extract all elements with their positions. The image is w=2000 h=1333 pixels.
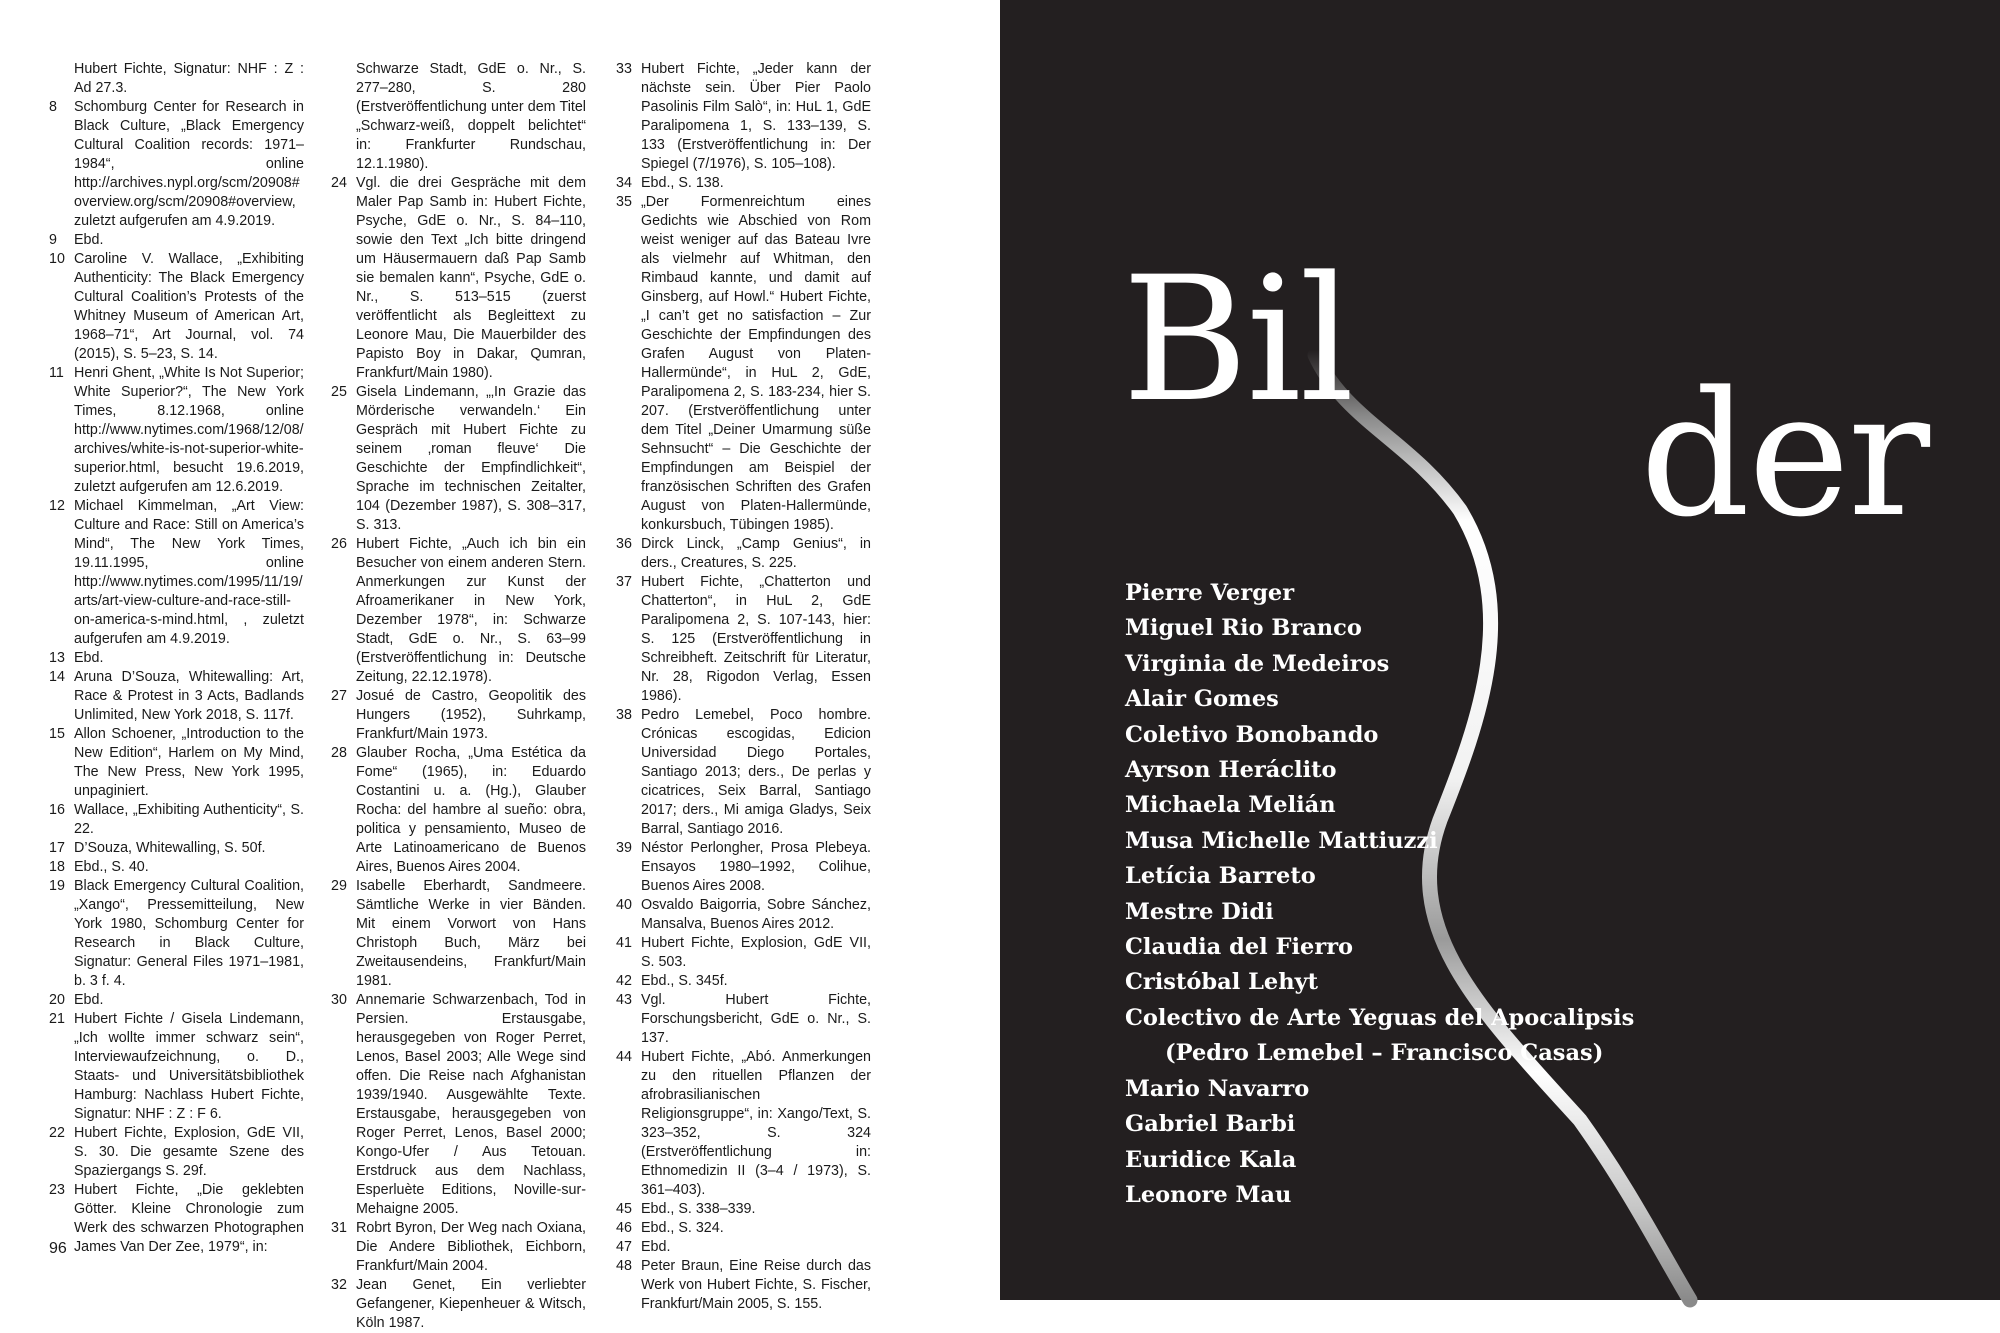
artist-name: Musa Michelle Mattiuzzi [1125, 827, 1438, 854]
footnote [46, 858, 304, 877]
footnote [613, 1048, 871, 1200]
footnote-number: 29 [331, 878, 347, 894]
title-part-der: der [1640, 354, 1929, 555]
footnote-text: Hubert Fichte, „Chatterton und Chatterton“, in HuL 2, GdE Paralipomena 2, S. 107-143, hier: S. 125 (Erstveröffentlichung in Schreibheft. Zeitschrift für Literatur, Nr. 28, Rigodon Verlag, Essen 1986). [641, 574, 871, 704]
footnote-number: 48 [616, 1258, 632, 1274]
footnote-text: Glauber Rocha, „Uma Estética da Fome“ (1965), in: Eduardo Costantini u. a. (Hg.), Glauber Rocha: del hambre al sueño: obra, politica y pensamiento, Museo de Arte Latinoamericano de Buenos Aires, Buenos Aires 2004. [356, 745, 586, 875]
footnote-number: 13 [49, 650, 65, 666]
footnote-text: Hubert Fichte, Explosion, GdE VII, S. 503. [641, 935, 871, 970]
page-number: 96 [49, 1240, 67, 1257]
artist-name: (Pedro Lemebel – Francisco Casas) [1165, 1040, 1604, 1067]
footnote [613, 573, 871, 706]
footnote [46, 725, 304, 801]
footnote [46, 649, 304, 668]
footnote [613, 896, 871, 934]
artist-name: Claudia del Fierro [1125, 934, 1354, 961]
footnote-text: Schomburg Center for Research in Black Culture, „Black Emergency Cultural Coalition records: 1971–1984“, online http://archives.nypl.org/scm/20908#overview.org/scm/20908#overview, zuletzt aufgerufen am 4.9.2019. [74, 99, 304, 229]
footnote [46, 1181, 304, 1257]
footnote-text: Henri Ghent, „White Is Not Superior; White Superior?“, The New York Times, 8.12.1968, online http://www.nytimes.com/1968/12/08/archives/white-is-not-superior-white-superior.html, besucht 19.6.2019, zuletzt aufgerufen am 12.6.2019. [74, 365, 304, 495]
footnote-number: 12 [49, 498, 65, 514]
footnote [613, 1219, 871, 1238]
footnote-number: 26 [331, 536, 347, 552]
footnote [613, 991, 871, 1048]
footnote [46, 877, 304, 991]
notes-column-2 [328, 60, 586, 1333]
artist-name: Leonore Mau [1125, 1181, 1292, 1208]
footnote [46, 231, 304, 250]
footnote-text: Ebd. [74, 232, 104, 248]
footnote [328, 174, 586, 383]
footnote [328, 744, 586, 877]
footnote [613, 535, 871, 573]
artist-name: Cristóbal Lehyt [1125, 969, 1319, 996]
footnote-text: Vgl. die drei Gespräche mit dem Maler Pap Samb in: Hubert Fichte, Psyche, GdE o. Nr., S. 84–110, sowie den Text „Ich bitte dringend um Häusermauern daß Pap Samb sie bemalen kann“, Psyche, GdE o. Nr., S. 513–515 (zuerst veröffentlicht als Begleittext zu Leonore Mau, Die Mauerbilder des Papisto Boy in Dakar, Qumran, Frankfurt/Main 1980). [356, 175, 586, 381]
footnote [46, 1124, 304, 1181]
footnote-number: 40 [616, 897, 632, 913]
footnote-number: 17 [49, 840, 65, 856]
footnote-number: 34 [616, 175, 632, 191]
artist-name: Ayrson Heráclito [1125, 757, 1337, 784]
footnote [328, 1276, 586, 1333]
footnote [613, 706, 871, 839]
footnote-number: 45 [616, 1201, 632, 1217]
artist-name: Virginia de Medeiros [1125, 650, 1390, 677]
footnote-number: 19 [49, 878, 65, 894]
artist-name: Euridice Kala [1125, 1146, 1297, 1173]
artist-name: Michaela Melián [1125, 792, 1336, 819]
footnote [613, 1238, 871, 1257]
footnote-text: Hubert Fichte, „Abó. Anmerkungen zu den rituellen Pflanzen der afrobrasilianischen Religionsgruppe“, in: Xango/Text, S. 323–352, S. 324 (Erstveröffentlichung in: Ethnomedizin II (3–4 / 1973), S. 361–403). [641, 1049, 871, 1198]
footnote [46, 991, 304, 1010]
footnote-text: Black Emergency Cultural Coalition, „Xango“, Pressemitteilung, New York 1980, Schomburg Center for Research in Black Culture, Signatur: General Files 1971–1981, b. 3 f. 4. [74, 878, 304, 989]
footnote-text: Hubert Fichte, „Auch ich bin ein Besucher von einem anderen Stern. Anmerkungen zur Kunst der Afroamerikaner in New York, Dezember 1978“, in: Schwarze Stadt, GdE o. Nr., S. 63–99 (Erstveröffentlichung in: Deutsche Zeitung, 22.12.1978). [356, 536, 586, 685]
footnote [613, 839, 871, 896]
footnote-number: 22 [49, 1125, 65, 1141]
footnote-number: 10 [49, 251, 65, 267]
artist-name: Mario Navarro [1125, 1075, 1310, 1102]
right-page [1000, 0, 2000, 1300]
footnote [328, 687, 586, 744]
footnote-text: Allon Schoener, „Introduction to the New Edition“, Harlem on My Mind, The New Press, New York 1995, unpaginiert. [74, 726, 304, 799]
footnote-number: 44 [616, 1049, 632, 1065]
artist-name: Coletivo Bonobando [1125, 721, 1379, 748]
footnote [46, 497, 304, 649]
footnote-number: 18 [49, 859, 65, 875]
footnote-number: 28 [331, 745, 347, 761]
footnote [613, 174, 871, 193]
footnote-number: 23 [49, 1182, 65, 1198]
footnote-number: 39 [616, 840, 632, 856]
footnote-number: 43 [616, 992, 632, 1008]
footnote-number: 11 [49, 365, 64, 381]
footnote-text: Annemarie Schwarzenbach, Tod in Persien. Erstausgabe, herausgegeben von Roger Perret, Lenos, Basel 2003; Alle Wege sind offen. Die Reise nach Afghanistan 1939/1940. Ausgewählte Texte. Erstausgabe, herausgegeben von Roger Perret, Lenos, Basel 2000; Kongo-Ufer / Aus Tetouan. Erstdruck aus dem Nachlass, Esperluète Editions, Noville-sur-Mehaigne 2005. [356, 992, 586, 1217]
footnote [46, 98, 304, 231]
artist-name: Colectivo de Arte Yeguas del Apocalipsis [1125, 1004, 1635, 1031]
footnote-text: Ebd., S. 324. [641, 1220, 724, 1236]
footnote [46, 250, 304, 364]
footnote-number: 46 [616, 1220, 632, 1236]
footnote-text: Dirck Linck, „Camp Genius“, in ders., Creatures, S. 225. [641, 536, 871, 571]
artist-name: Pierre Verger [1125, 580, 1295, 606]
footnote-number: 16 [49, 802, 65, 818]
footnote-text: Pedro Lemebel, Poco hombre. Crónicas escogidas, Edicion Universidad Diego Portales, Santiago 2013; ders., De perlas y cicatrices, Seix Barral, Santiago 2017; ders., Mi amiga Gladys, Seix Barral, Santiago 2016. [641, 707, 871, 837]
footnote [46, 801, 304, 839]
footnote [613, 1257, 871, 1314]
footnote-text: Ebd., S. 138. [641, 175, 724, 191]
footnote-text: Ebd. [641, 1239, 671, 1255]
footnote-text: Ebd. [74, 992, 104, 1008]
artist-name: Letícia Barreto [1125, 863, 1316, 890]
footnote [328, 1219, 586, 1276]
footnote-number: 38 [616, 707, 632, 723]
footnote-number: 9 [49, 232, 57, 248]
footnote-number: 41 [616, 935, 632, 951]
footnote [46, 364, 304, 497]
footnote-number: 31 [331, 1220, 347, 1236]
footnote [46, 1010, 304, 1124]
footnote-text: Gisela Lindemann, „‚In Grazie das Mörderische verwandeln.‘ Ein Gespräch mit Hubert Fichte zu seinem ‚roman fleuve‘ Die Geschichte der Empfindlichkeit“, Sprache im technischen Zeitalter, 104 (Dezember 1987), S. 308–317, S. 313. [356, 384, 586, 533]
footnote-text: Hubert Fichte, Signatur: NHF : Z : Ad 27.3. [74, 61, 304, 96]
footnote-number: 21 [49, 1011, 65, 1027]
artist-name: Mestre Didi [1125, 898, 1274, 925]
notes-column-3 [613, 60, 871, 1314]
footnote [613, 972, 871, 991]
footnote [46, 668, 304, 725]
footnote-text: Aruna D’Souza, Whitewalling: Art, Race & Protest in 3 Acts, Badlands Unlimited, New York 2018, S. 117f. [74, 669, 304, 723]
footnote-text: Vgl. Hubert Fichte, Forschungsbericht, GdE o. Nr., S. 137. [641, 992, 871, 1046]
artist-name: Gabriel Barbi [1125, 1111, 1296, 1138]
footnote [46, 60, 304, 98]
footnote-text: Caroline V. Wallace, „Exhibiting Authenticity: The Black Emergency Cultural Coalition’s Protests of the Whitney Museum of American Art, 1968–71“, Art Journal, vol. 74 (2015), S. 5–23, S. 14. [74, 251, 304, 362]
footnote [613, 193, 871, 535]
footnote [328, 991, 586, 1219]
footnote-text: Schwarze Stadt, GdE o. Nr., S. 277–280, S. 280 (Erstveröffentlichung unter dem Titel „Schwarz-weiß, doppelt belichtet“ in: Frankfurter Rundschau, 12.1.1980). [356, 61, 586, 172]
footnote-number: 15 [49, 726, 65, 742]
footnote-number: 8 [49, 99, 57, 115]
footnote-text: Hubert Fichte / Gisela Lindemann, „Ich wollte immer schwarz sein“, Interviewaufzeichnung, o. D., Staats- und Universitätsbibliothek Hamburg: Nachlass Hubert Fichte, Signatur: NHF : Z : F 6. [74, 1011, 304, 1122]
footnote-number: 24 [331, 175, 347, 191]
footnote [46, 839, 304, 858]
footnote-number: 14 [49, 669, 65, 685]
artist-name: Miguel Rio Branco [1125, 615, 1362, 642]
footnote [613, 1200, 871, 1219]
footnote-text: Isabelle Eberhardt, Sandmeere. Sämtliche Werke in vier Bänden. Mit einem Vorwort von Hans Christoph Buch, März bei Zweitausendeins, Frankfurt/Main 1981. [356, 878, 586, 989]
footnote-text: Jean Genet, Ein verliebter Gefangener, Kiepenheuer & Witsch, Köln 1987. [356, 1277, 586, 1331]
footnote-number: 36 [616, 536, 632, 552]
footnote [613, 60, 871, 174]
footnote-text: Osvaldo Baigorria, Sobre Sánchez, Mansalva, Buenos Aires 2012. [641, 897, 871, 932]
footnote-text: Ebd., S. 40. [74, 859, 149, 875]
footnote-text: D’Souza, Whitewalling, S. 50f. [74, 840, 266, 856]
footnote-text: Hubert Fichte, „Jeder kann der nächste sein. Über Pier Paolo Pasolinis Film Salò“, in: HuL 1, GdE Paralipomena 1, S. 133–139, S. 133 (Erstveröffentlichung in: Der Spiegel (7/1976), S. 105–108). [641, 61, 871, 172]
footnote-text: Néstor Perlongher, Prosa Plebeya. Ensayos 1980–1992, Colihue, Buenos Aires 2008. [641, 840, 871, 894]
footnote-number: 32 [331, 1277, 347, 1293]
footnote-text: „Der Formenreichtum eines Gedichts wie Abschied von Rom weist weniger auf das Bateau Ivre als vielmehr auf Whitman, den Rimbaud kannte, und damit auf Ginsberg, auf Howl.“ Hubert Fichte, „I can’t get no satisfaction – Zur Geschichte der Empfindungen des Grafen August von Platen-Hallermünde“, in HuL 2, GdE, Paralipomena 2, S. 183-234, hier S. 207. (Erstveröffentlichung unter dem Titel „Deiner Umarmung süße Sehnsucht“ – Die Geschichte der Empfindungen am Beispiel der französischen Schriften des Grafen August von Platen-Hallermünde, konkursbuch, Tübingen 1985). [641, 194, 871, 533]
footnote-number: 30 [331, 992, 347, 1008]
footnote-number: 42 [616, 973, 632, 989]
footnote-text: Michael Kimmelman, „Art View: Culture and Race: Still on America’s Mind“, The New York Times, 19.11.1995, online http://www.nytimes.com/1995/11/19/arts/art-view-culture-and-race-still-on-america-s-mind.html, , zuletzt aufgerufen am 4.9.2019. [74, 498, 304, 647]
artist-list [1125, 576, 1634, 1213]
footnote-text: Robrt Byron, Der Weg nach Oxiana, Die Andere Bibliothek, Eichborn, Frankfurt/Main 2004. [356, 1220, 586, 1274]
footnote-text: Ebd. [74, 650, 104, 666]
footnote-number: 25 [331, 384, 347, 400]
footnote-number: 47 [616, 1239, 632, 1255]
footnote [328, 383, 586, 535]
footnote-number: 37 [616, 574, 632, 590]
footnote-text: Ebd., S. 338–339. [641, 1201, 756, 1217]
footnote-number: 27 [331, 688, 347, 704]
footnote [328, 877, 586, 991]
footnote [328, 535, 586, 687]
notes-column-1 [46, 60, 304, 1257]
footnote-text: Ebd., S. 345f. [641, 973, 728, 989]
footnote-text: Peter Braun, Eine Reise durch das Werk von Hubert Fichte, S. Fischer, Frankfurt/Main 2005, S. 155. [641, 1258, 871, 1312]
footnote [613, 934, 871, 972]
footnote-number: 33 [616, 61, 632, 77]
footnote-text: Wallace, „Exhibiting Authenticity“, S. 22. [74, 802, 304, 837]
left-page [0, 0, 1000, 1331]
title-part-bil: Bil [1122, 239, 1353, 440]
artist-name: Alair Gomes [1125, 686, 1279, 713]
footnote-text: Hubert Fichte, Explosion, GdE VII, S. 30. Die gesamte Szene des Spaziergangs S. 29f. [74, 1125, 304, 1179]
footnote-number: 20 [49, 992, 65, 1008]
footnote-number: 35 [616, 194, 632, 210]
footnote-text: Hubert Fichte, „Die geklebten Götter. Kleine Chronologie zum Werk des schwarzen Photographen James Van Der Zee, 1979“, in: [74, 1182, 304, 1255]
footnote [328, 60, 586, 174]
footnote-text: Josué de Castro, Geopolitik des Hungers (1952), Suhrkamp, Frankfurt/Main 1973. [356, 688, 586, 742]
